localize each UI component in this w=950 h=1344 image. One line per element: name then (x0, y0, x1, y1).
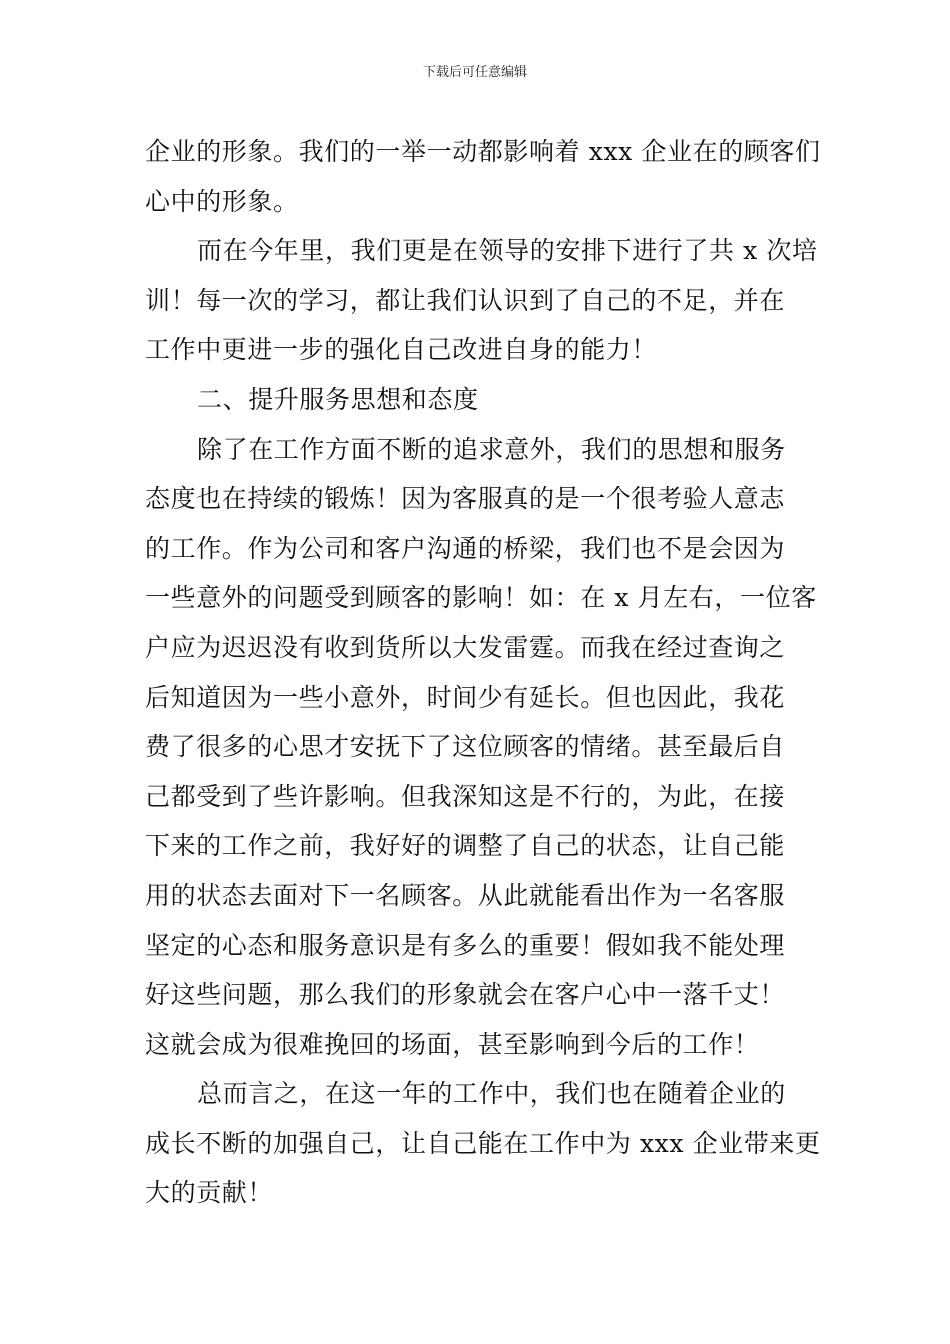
section-heading: 二、提升服务思想和态度 (197, 384, 479, 414)
paragraph-first-line: 总而言之，在这一年的工作中，我们也在随着企业的 (197, 1079, 786, 1109)
text-line: 费了很多的心思才安抚下了这位顾客的情绪。甚至最后自 (145, 732, 786, 762)
text-line: 户应为迟迟没有收到货所以大发雷霆。而我在经过查询之 (145, 632, 786, 662)
text-line: 大的贡献！ (145, 1178, 274, 1208)
text-line: 这就会成为很难挽回的场面，甚至影响到今后的工作！ (145, 1029, 760, 1059)
paragraph-first-line: 除了在工作方面不断的追求意外，我们的思想和服务 (197, 434, 786, 464)
text-line: 坚定的心态和服务意识是有多么的重要！假如我不能处理 (145, 930, 786, 960)
text-line: 心中的形象。 (145, 186, 299, 216)
text-line: 好这些问题，那么我们的形象就会在客户心中一落千丈！ (145, 980, 786, 1010)
page-header-note: 下载后可任意编辑 (422, 65, 527, 80)
text-line: 的工作。作为公司和客户沟通的桥梁，我们也不是会因为 (145, 533, 786, 563)
text-line: 工作中更进一步的强化自己改进自身的能力！ (145, 335, 658, 365)
document-body (145, 127, 821, 1218)
text-line: 企业的形象。我们的一举一动都影响着 xxx 企业在的顾客们 (145, 137, 821, 166)
text-line: 下来的工作之前，我好好的调整了自己的状态，让自己能 (145, 831, 786, 861)
text-line: 一些意外的问题受到顾客的影响！如：在 x 月左右，一位客 (145, 583, 817, 613)
text-line: 后知道因为一些小意外，时间少有延长。但也因此，我花 (145, 682, 786, 712)
text-line: 态度也在持续的锻炼！因为客服真的是一个很考验人意志 (145, 484, 786, 514)
text-line: 训！每一次的学习，都让我们认识到了自己的不足，并在 (145, 285, 786, 315)
text-line: 己都受到了些许影响。但我深知这是不行的，为此，在接 (145, 781, 786, 811)
paragraph-first-line: 而在今年里，我们更是在领导的安排下进行了共 x 次培 (197, 236, 818, 266)
text-line: 用的状态去面对下一名顾客。从此就能看出作为一名客服 (145, 880, 786, 910)
text-line: 成长不断的加强自己，让自己能在工作中为 xxx 企业带来更 (145, 1128, 821, 1158)
